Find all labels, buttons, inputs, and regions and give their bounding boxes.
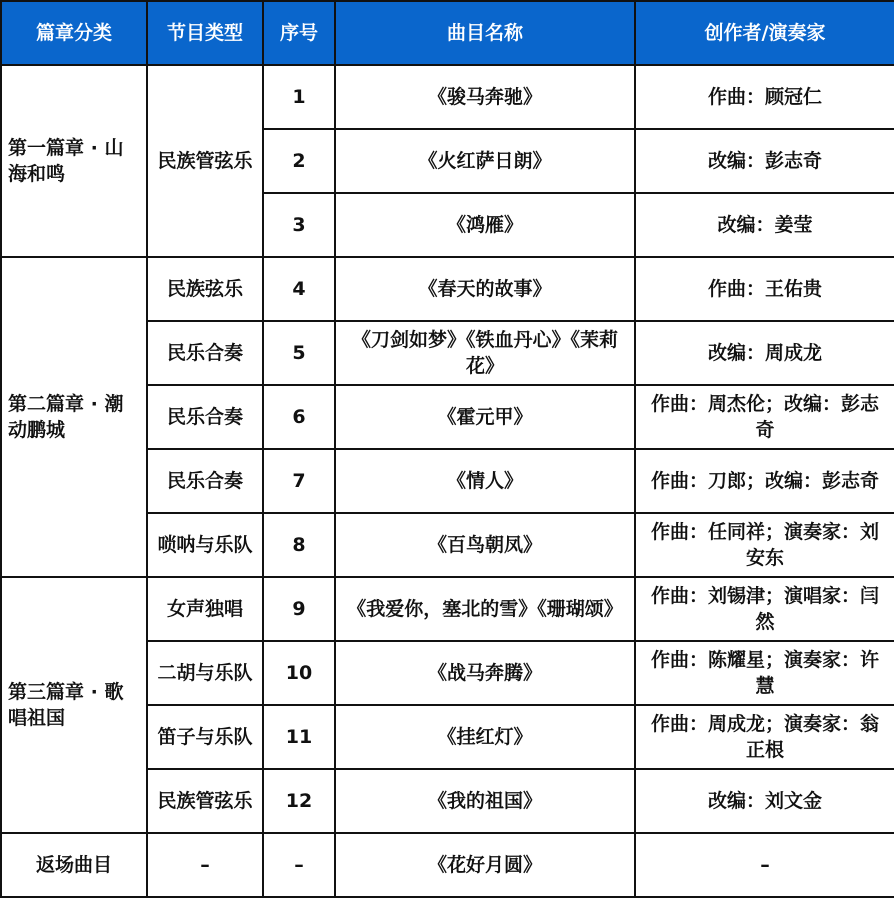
creator-cell: 作曲：刀郎；改编：彭志奇 — [635, 449, 894, 513]
title-cell: 《霍元甲》 — [335, 385, 635, 449]
creator-cell: 作曲：刘锡津；演唱家：闫然 — [635, 577, 894, 641]
type-cell: 民乐合奏 — [147, 385, 263, 449]
number-cell: 3 — [263, 193, 335, 257]
creator-cell: 作曲：顾冠仁 — [635, 65, 894, 129]
type-cell: 二胡与乐队 — [147, 641, 263, 705]
table-row — [1, 577, 894, 641]
number-cell: 10 — [263, 641, 335, 705]
header-row — [1, 1, 894, 65]
title-cell: 《我的祖国》 — [335, 769, 635, 833]
creator-cell: 作曲：任同祥；演奏家：刘安东 — [635, 513, 894, 577]
creator-cell: 作曲：周杰伦；改编：彭志奇 — [635, 385, 894, 449]
number-cell: 12 — [263, 769, 335, 833]
header-number: 序号 — [263, 1, 335, 65]
table-row — [1, 257, 894, 321]
creator-cell: 作曲：周成龙；演奏家：翁正根 — [635, 705, 894, 769]
title-cell: 《鸿雁》 — [335, 193, 635, 257]
header-title: 曲目名称 — [335, 1, 635, 65]
title-cell: 《情人》 — [335, 449, 635, 513]
type-cell: 唢呐与乐队 — [147, 513, 263, 577]
number-cell: 1 — [263, 65, 335, 129]
number-cell: 9 — [263, 577, 335, 641]
creator-cell: 改编：彭志奇 — [635, 129, 894, 193]
title-cell: 《骏马奔驰》 — [335, 65, 635, 129]
title-cell: 《春天的故事》 — [335, 257, 635, 321]
type-cell: 民乐合奏 — [147, 321, 263, 385]
number-cell: 6 — [263, 385, 335, 449]
type-cell: 笛子与乐队 — [147, 705, 263, 769]
title-cell: 《刀剑如梦》《铁血丹心》《茉莉花》 — [335, 321, 635, 385]
chapter-cell: 第二篇章 · 潮动鹏城 — [1, 257, 147, 577]
number-cell: 7 — [263, 449, 335, 513]
type-cell: 民族弦乐 — [147, 257, 263, 321]
title-cell: 《花好月圆》 — [335, 833, 635, 897]
title-cell: 《挂红灯》 — [335, 705, 635, 769]
table-row — [1, 65, 894, 129]
number-cell: 2 — [263, 129, 335, 193]
header-creator: 创作者/演奏家 — [635, 1, 894, 65]
title-cell: 《百鸟朝凤》 — [335, 513, 635, 577]
creator-cell: 改编：姜莹 — [635, 193, 894, 257]
chapter-cell: 第一篇章 · 山海和鸣 — [1, 65, 147, 257]
title-cell: 《火红萨日朗》 — [335, 129, 635, 193]
title-cell: 《我爱你，塞北的雪》《珊瑚颂》 — [335, 577, 635, 641]
number-cell: 5 — [263, 321, 335, 385]
type-cell: – — [147, 833, 263, 897]
header-type: 节目类型 — [147, 1, 263, 65]
creator-cell: 改编：周成龙 — [635, 321, 894, 385]
chapter-cell: 第三篇章 · 歌唱祖国 — [1, 577, 147, 833]
header-chapter: 篇章分类 — [1, 1, 147, 65]
creator-cell: 作曲：陈耀星；演奏家：许慧 — [635, 641, 894, 705]
number-cell: 4 — [263, 257, 335, 321]
type-cell: 民乐合奏 — [147, 449, 263, 513]
chapter-cell: 返场曲目 — [1, 833, 147, 897]
number-cell: – — [263, 833, 335, 897]
title-cell: 《战马奔腾》 — [335, 641, 635, 705]
number-cell: 11 — [263, 705, 335, 769]
type-cell: 女声独唱 — [147, 577, 263, 641]
type-cell: 民族管弦乐 — [147, 769, 263, 833]
creator-cell: 改编：刘文金 — [635, 769, 894, 833]
creator-cell: 作曲：王佑贵 — [635, 257, 894, 321]
creator-cell: – — [635, 833, 894, 897]
type-cell: 民族管弦乐 — [147, 65, 263, 257]
table-row — [1, 833, 894, 897]
number-cell: 8 — [263, 513, 335, 577]
